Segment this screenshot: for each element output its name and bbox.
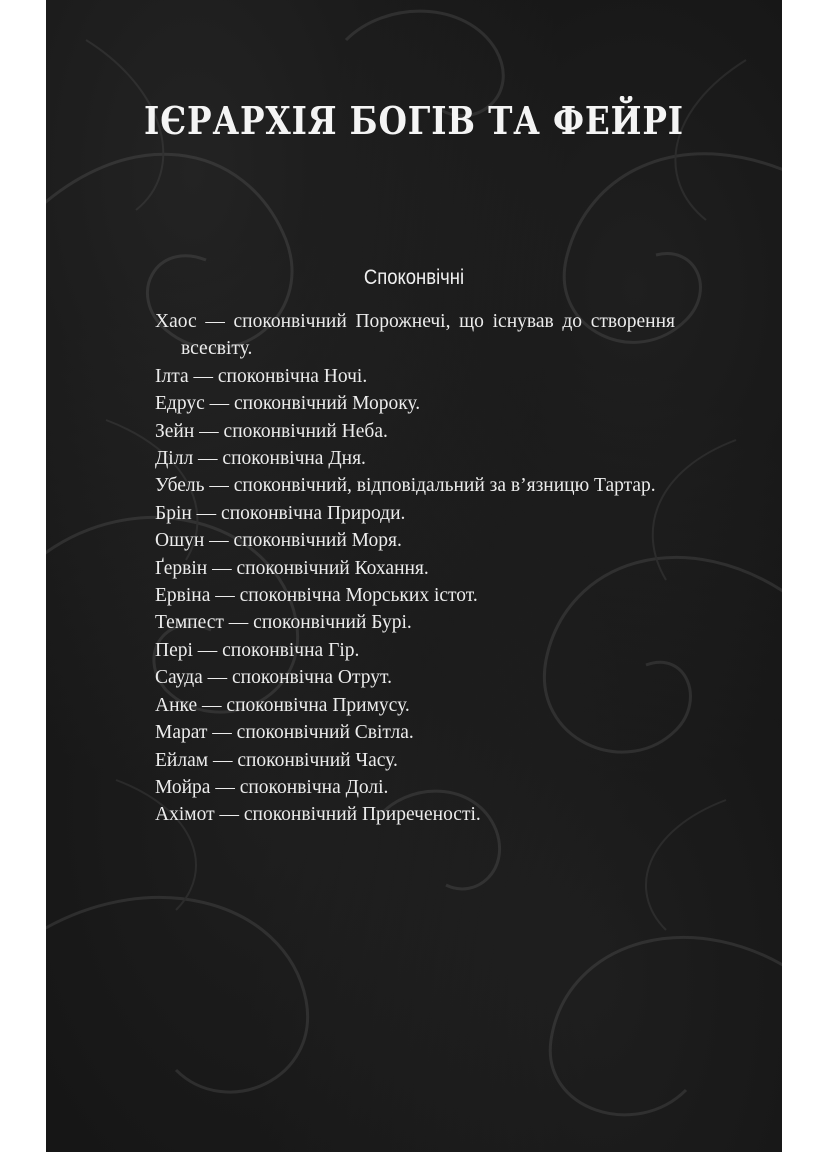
list-item: Темпест — споконвічний Бурі. [155, 612, 412, 634]
page-title: ІЄРАРХІЯ БОГІВ ТА ФЕЙРІ [144, 98, 684, 143]
list-item: Пері — споконвічна Гір. [155, 639, 360, 661]
list-item: Ґервін — споконвічний Кохання. [155, 557, 429, 579]
list-item: Ілта — споконвічна Ночі. [155, 365, 368, 387]
list-item: Сауда — споконвічна Отрут. [155, 667, 392, 689]
deity-list [155, 308, 675, 829]
list-item: Ервіна — споконвічна Морських істот. [155, 585, 478, 607]
list-item: Ділл — споконвічна Дня. [155, 448, 366, 470]
list-item: Зейн — споконвічний Неба. [155, 420, 388, 442]
list-item: Едрус — споконвічний Мороку. [155, 393, 421, 415]
list-item: Ахімот — споконвічний Приреченості. [155, 804, 481, 826]
list-item: Ейлам — споконвічний Часу. [155, 749, 398, 771]
book-page [46, 0, 782, 1152]
list-item: Ошун — споконвічний Моря. [155, 530, 402, 552]
list-item: Марат — споконвічний Світла. [155, 722, 414, 744]
list-item: Убель — споконвічний, відповідальний за в’язницю Тартар. [155, 475, 656, 497]
list-item: Мойра — споконвічна Долі. [155, 776, 389, 798]
section-heading: Споконвічні [363, 266, 465, 289]
list-item: Анке — споконвічна Примусу. [155, 694, 410, 716]
list-item: Брін — споконвічна Природи. [155, 502, 406, 524]
list-item: Хаос — споконвічний Порожнечі, що існував до створення всесвіту. [155, 311, 675, 360]
